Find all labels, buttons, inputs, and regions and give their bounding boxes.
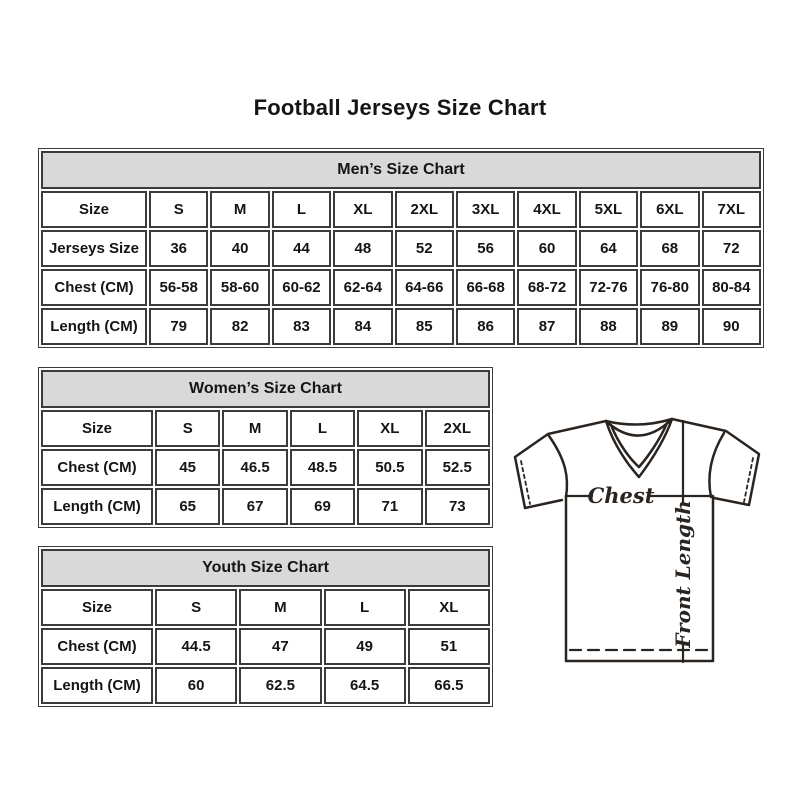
value-cell: 88	[579, 308, 638, 345]
table-row	[41, 488, 490, 525]
value-cell: 56	[456, 230, 515, 267]
jersey-right-armhole-seam	[709, 433, 724, 497]
column-header: 2XL	[395, 191, 454, 228]
value-cell: 87	[517, 308, 576, 345]
row-label: Jerseys Size	[41, 230, 147, 267]
value-cell: 44.5	[155, 628, 237, 665]
column-header: 4XL	[517, 191, 576, 228]
corner-header: Size	[41, 589, 153, 626]
corner-header: Size	[41, 191, 147, 228]
value-cell: 72	[702, 230, 761, 267]
value-cell: 60	[155, 667, 237, 704]
column-header: S	[149, 191, 208, 228]
table-title: Men’s Size Chart	[41, 151, 761, 189]
column-header: 6XL	[640, 191, 699, 228]
table-row	[41, 410, 490, 447]
front-length-label: Front Length	[671, 500, 695, 648]
column-header: L	[324, 589, 406, 626]
value-cell: 60	[517, 230, 576, 267]
value-cell: 62-64	[333, 269, 392, 306]
table-row	[41, 667, 490, 704]
column-header: L	[272, 191, 331, 228]
value-cell: 64.5	[324, 667, 406, 704]
value-cell: 82	[210, 308, 269, 345]
column-header: M	[222, 410, 287, 447]
value-cell: 72-76	[579, 269, 638, 306]
womens-size-table	[38, 367, 493, 528]
value-cell: 36	[149, 230, 208, 267]
value-cell: 45	[155, 449, 220, 486]
value-cell: 48.5	[290, 449, 355, 486]
value-cell: 51	[408, 628, 490, 665]
column-header: S	[155, 410, 220, 447]
row-label: Length (CM)	[41, 667, 153, 704]
value-cell: 86	[456, 308, 515, 345]
value-cell: 48	[333, 230, 392, 267]
value-cell: 69	[290, 488, 355, 525]
table-row	[41, 191, 761, 228]
value-cell: 49	[324, 628, 406, 665]
value-cell: 46.5	[222, 449, 287, 486]
value-cell: 52	[395, 230, 454, 267]
column-header: S	[155, 589, 237, 626]
row-label: Length (CM)	[41, 488, 153, 525]
value-cell: 60-62	[272, 269, 331, 306]
value-cell: 80-84	[702, 269, 761, 306]
table-title: Youth Size Chart	[41, 549, 490, 587]
row-label: Chest (CM)	[41, 628, 153, 665]
value-cell: 64-66	[395, 269, 454, 306]
value-cell: 64	[579, 230, 638, 267]
column-header: XL	[408, 589, 490, 626]
column-header: M	[210, 191, 269, 228]
jersey-measurement-diagram	[502, 404, 778, 680]
value-cell: 85	[395, 308, 454, 345]
value-cell: 44	[272, 230, 331, 267]
table-row	[41, 230, 761, 267]
corner-header: Size	[41, 410, 153, 447]
value-cell: 56-58	[149, 269, 208, 306]
value-cell: 67	[222, 488, 287, 525]
value-cell: 89	[640, 308, 699, 345]
column-header: 7XL	[702, 191, 761, 228]
value-cell: 79	[149, 308, 208, 345]
value-cell: 71	[357, 488, 422, 525]
value-cell: 73	[425, 488, 490, 525]
value-cell: 65	[155, 488, 220, 525]
value-cell: 66.5	[408, 667, 490, 704]
table-row	[41, 589, 490, 626]
value-cell: 68-72	[517, 269, 576, 306]
page-title: Football Jerseys Size Chart	[253, 95, 547, 120]
value-cell: 76-80	[640, 269, 699, 306]
value-cell: 40	[210, 230, 269, 267]
value-cell: 68	[640, 230, 699, 267]
column-header: XL	[357, 410, 422, 447]
value-cell: 52.5	[425, 449, 490, 486]
value-cell: 58-60	[210, 269, 269, 306]
table-row	[41, 308, 761, 345]
youth-size-table	[38, 546, 493, 707]
value-cell: 66-68	[456, 269, 515, 306]
table-row	[41, 269, 761, 306]
jersey-collar-top-edge	[606, 419, 672, 425]
column-header: M	[239, 589, 321, 626]
table-title: Women’s Size Chart	[41, 370, 490, 408]
column-header: 3XL	[456, 191, 515, 228]
value-cell: 84	[333, 308, 392, 345]
column-header: 5XL	[579, 191, 638, 228]
table-row	[41, 449, 490, 486]
row-label: Chest (CM)	[41, 449, 153, 486]
chest-label: Chest	[587, 483, 655, 508]
value-cell: 47	[239, 628, 321, 665]
column-header: XL	[333, 191, 392, 228]
row-label: Chest (CM)	[41, 269, 147, 306]
value-cell: 90	[702, 308, 761, 345]
mens-size-table	[38, 148, 764, 348]
row-label: Length (CM)	[41, 308, 147, 345]
value-cell: 50.5	[357, 449, 422, 486]
jersey-left-armhole-seam	[549, 436, 567, 497]
value-cell: 62.5	[239, 667, 321, 704]
column-header: L	[290, 410, 355, 447]
column-header: 2XL	[425, 410, 490, 447]
table-row	[41, 628, 490, 665]
value-cell: 83	[272, 308, 331, 345]
